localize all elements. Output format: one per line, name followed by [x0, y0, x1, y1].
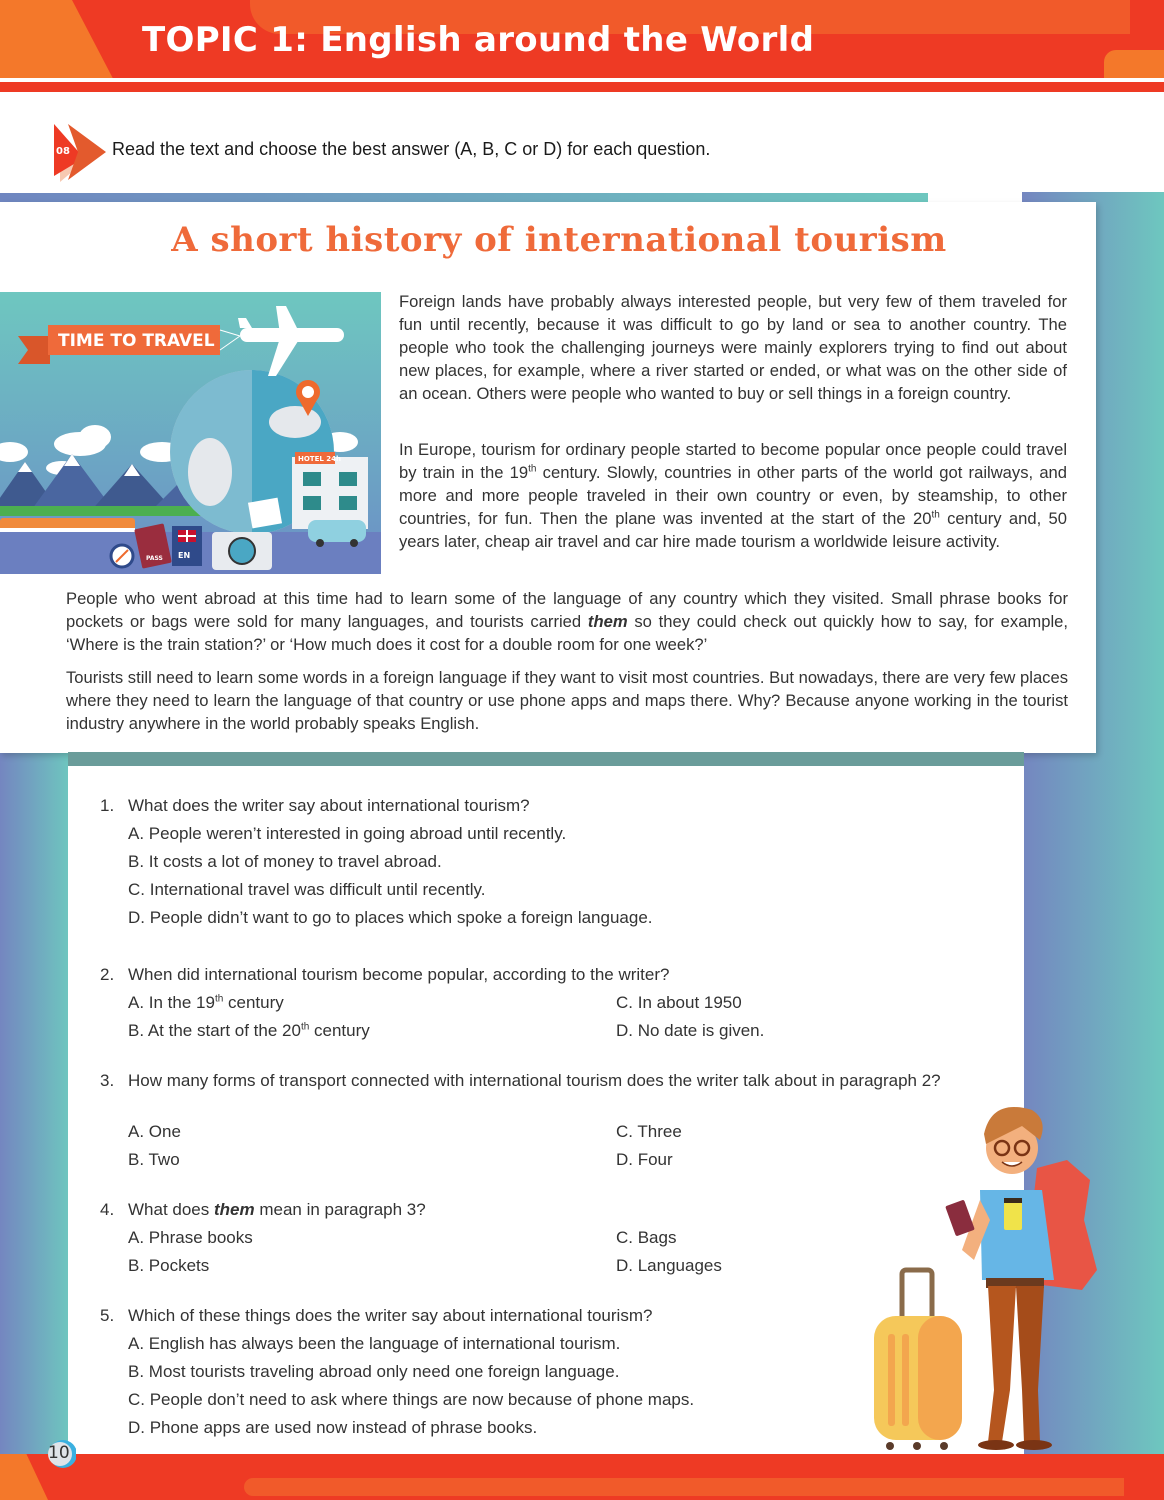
- question-5-option-b[interactable]: B. Most tourists traveling abroad only need one foreign language.: [128, 1362, 620, 1381]
- question-5-option-c[interactable]: C. People don’t need to ask where things are now because of phone maps.: [128, 1390, 695, 1409]
- footer-band: [0, 1454, 1164, 1500]
- question-1-option-a[interactable]: A. People weren’t interested in going abroad until recently.: [128, 824, 567, 843]
- question-stem: [128, 1198, 958, 1221]
- paragraph-2-part-b: century. Slowly, countries in other parts of the world got railways, and more and more people traveled in their own country or even, by steamship, to other countries, for fun. Then the plane was invented at the start of the 20: [399, 463, 1068, 528]
- question-1-option-c[interactable]: C. International travel was difficult until recently.: [128, 880, 486, 899]
- emphasized-word: them: [587, 612, 628, 631]
- page-number: 10: [48, 1443, 70, 1463]
- question-number: 5.: [100, 1306, 115, 1325]
- question-1-option-d[interactable]: D. People didn’t want to go to places which spoke a foreign language.: [128, 908, 653, 927]
- paragraph-2-part-c: century and, 50 years later, cheap air travel and car hire made tourism a worldwide leisure activity.: [399, 509, 1067, 551]
- question-1-option-b[interactable]: B. It costs a lot of money to travel abroad.: [128, 852, 442, 871]
- question-2-option-a[interactable]: [128, 991, 284, 1014]
- emphasized-word: them: [214, 1200, 255, 1219]
- question-3-option-c[interactable]: C. Three: [616, 1122, 682, 1141]
- footer-decor-strip: [244, 1478, 1124, 1496]
- question-stem: What does the writer say about international tourism?: [128, 796, 530, 815]
- coffee-cup-icon: [1004, 1202, 1022, 1230]
- reading-title: [0, 220, 1164, 260]
- traveler-illustration: [862, 1090, 1112, 1456]
- paragraph-2: [399, 438, 1067, 553]
- train: [0, 518, 135, 532]
- card-shadow: [68, 752, 1024, 766]
- question-5-option-d[interactable]: D. Phone apps are used now instead of phrase books.: [128, 1418, 538, 1437]
- question-3-option-b[interactable]: B. Two: [128, 1150, 180, 1169]
- camera-icon: [212, 532, 272, 570]
- exercise-number-badge: [50, 124, 106, 182]
- question-3-option-d[interactable]: D. Four: [616, 1150, 673, 1169]
- option-text: century: [223, 993, 284, 1012]
- footer-decor-left: [0, 1454, 48, 1500]
- question-4-option-b[interactable]: B. Pockets: [128, 1256, 210, 1275]
- paragraph-3-part-a: People who went abroad at this time had to learn some of the language of any country which they visited. Small phrase books for pockets or bags were sold for many languages, and tourists carried: [66, 589, 1068, 631]
- paragraph-2-part-a: In Europe, tourism for ordinary people started to become popular once people could travel by train in the 19: [399, 440, 1067, 482]
- exercise-instruction: Read the text and choose the best answer (A, B, C or D) for each question.: [112, 139, 711, 159]
- superscript: th: [931, 509, 940, 521]
- stem-text: What does: [128, 1200, 214, 1219]
- question-number: 1.: [100, 796, 115, 815]
- question-stem: How many forms of transport connected with international tourism does the writer talk about in paragraph 2?: [128, 1071, 941, 1090]
- option-text: A. In the 19: [128, 993, 215, 1012]
- question-2-option-d[interactable]: D. No date is given.: [616, 1021, 765, 1040]
- superscript: th: [300, 1021, 310, 1033]
- question-stem: Which of these things does the writer say about international tourism?: [128, 1306, 653, 1325]
- paragraph-4: Tourists still need to learn some words in a foreign language if they want to visit most countries. But nowadays, there are very few places where they need to learn the language of that country or use phone apps and maps there. Why? Because anyone working in the tourist industry anywhere in the world probably speaks English.: [66, 668, 1068, 733]
- compass-icon: [111, 545, 133, 567]
- exercise-number: 08: [56, 146, 70, 157]
- phrasebook-icon: [172, 526, 202, 566]
- question-2-option-c[interactable]: C. In about 1950: [616, 993, 742, 1012]
- question-4-option-c[interactable]: C. Bags: [616, 1228, 677, 1247]
- paragraph-3: [66, 587, 1068, 656]
- question-4-option-d[interactable]: D. Languages: [616, 1256, 722, 1275]
- superscript: th: [214, 993, 224, 1005]
- gradient-panel-left: [0, 752, 70, 1454]
- banner-text: TIME TO TRAVEL: [58, 331, 215, 351]
- option-text: century: [309, 1021, 370, 1040]
- stem-text: mean in paragraph 3?: [254, 1200, 426, 1219]
- question-4-option-a[interactable]: A. Phrase books: [128, 1228, 253, 1247]
- header-strip: [0, 82, 1164, 92]
- hotel-sign: HOTEL 24h: [298, 455, 341, 463]
- paragraph-3-part-b: so they could check out quickly how to say, for example, ‘Where is the train station?’ or ‘How much does it cost for a double room for one week?’: [66, 612, 1068, 654]
- photo-icon: [248, 498, 282, 529]
- hotel-building: [292, 452, 368, 529]
- superscript: th: [528, 463, 537, 475]
- question-stem: When did international tourism become popular, according to the writer?: [128, 965, 670, 984]
- book-label: EN: [178, 551, 191, 560]
- option-text: B. At the start of the 20: [128, 1021, 301, 1040]
- question-number: 2.: [100, 965, 115, 984]
- question-5-option-a[interactable]: A. English has always been the language of international tourism.: [128, 1334, 621, 1353]
- passport-label: PASS: [146, 555, 163, 562]
- question-number: 3.: [100, 1071, 115, 1090]
- paragraph-1: Foreign lands have probably always interested people, but very few of them traveled for fun until recently, because it was difficult to go by land or sea to another country. The people who took the challenging journeys were mainly explorers trying to find out about new places, for example, where a river started or ended, or what was on the other side of an ocean. Others were people who wanted to buy or sell things in a foreign country.: [399, 292, 1067, 403]
- reading-title-text: A short history of international tourism: [171, 220, 947, 260]
- question-number: 4.: [100, 1200, 115, 1219]
- suitcase-icon: [874, 1270, 962, 1450]
- question-2-option-b[interactable]: [128, 1019, 370, 1042]
- question-3-option-a[interactable]: A. One: [128, 1122, 181, 1141]
- topic-title: TOPIC 1: English around the World: [142, 20, 815, 60]
- passport-icon: [945, 1200, 975, 1237]
- travel-illustration: [0, 292, 381, 574]
